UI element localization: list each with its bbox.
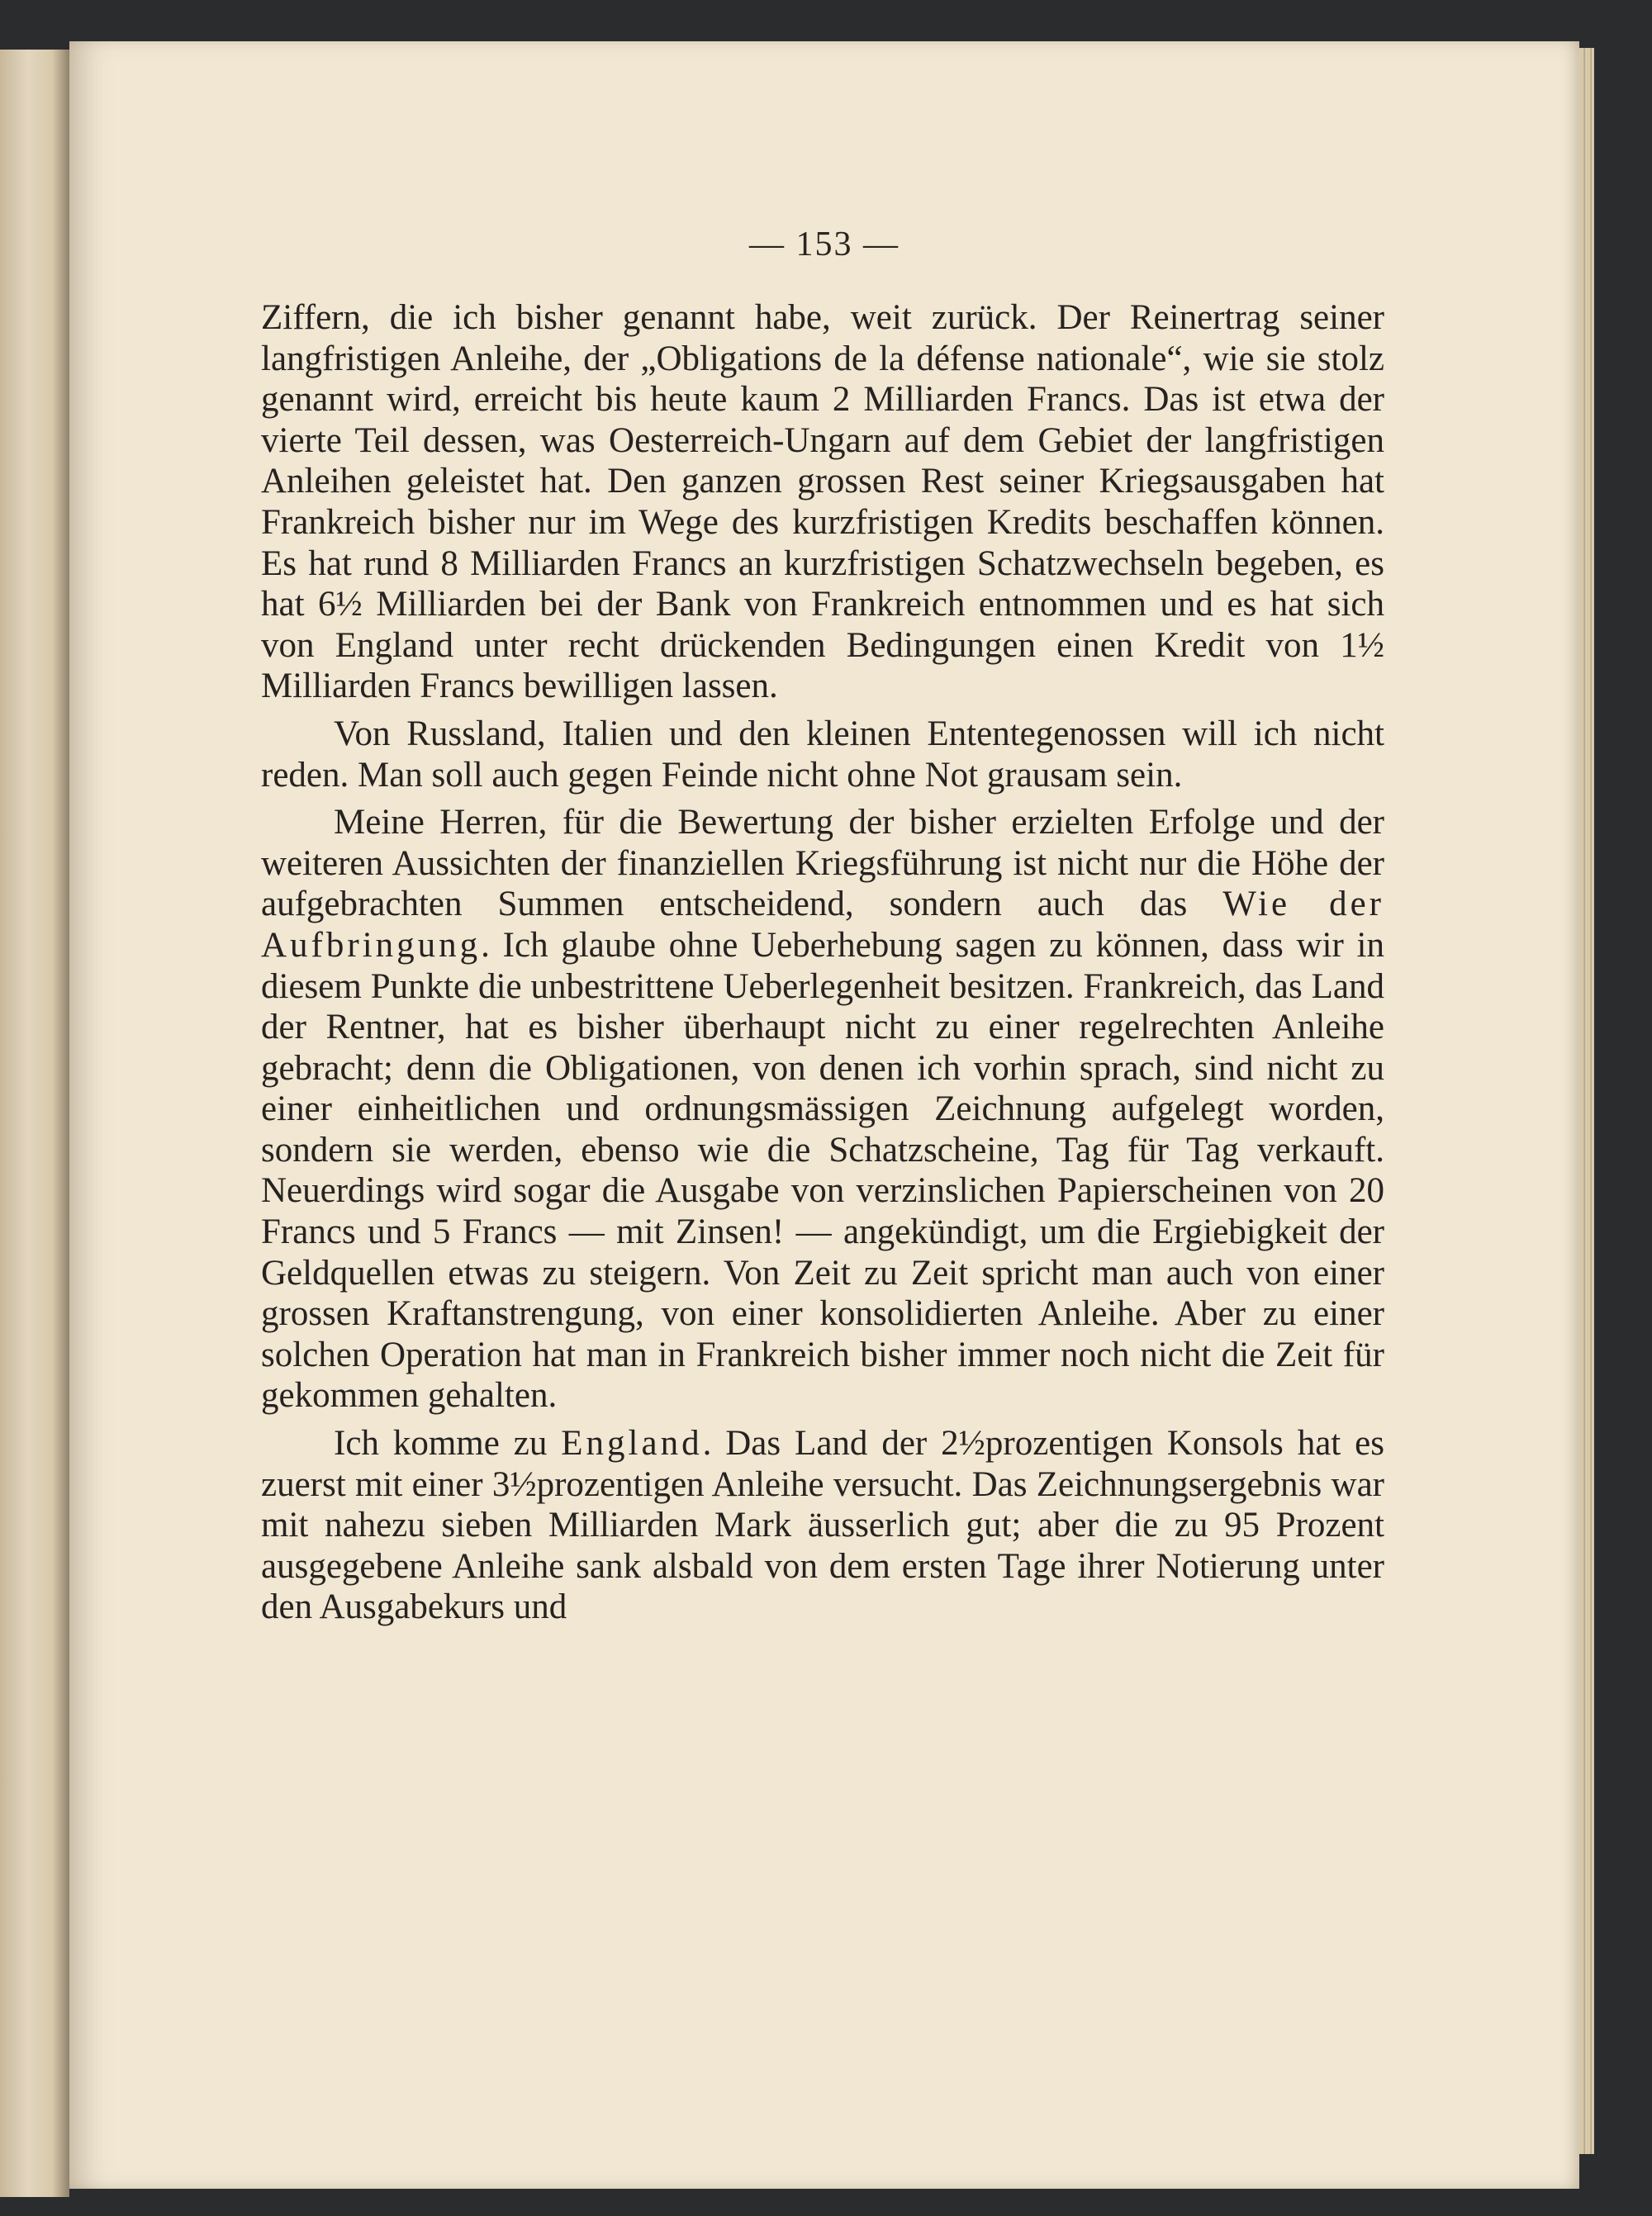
paragraph-1 <box>261 297 1384 707</box>
text-run: Meine Herren, für die Bewertung der bisher erzielten Erfolge und der weiteren Aussichten der finanziellen Kriegsführung ist nicht nur die Höhe der aufgebrachten Summen entscheidend, sondern auch das <box>261 803 1384 924</box>
page-number: — 153 — <box>749 225 900 263</box>
emphasized-text: England <box>561 1424 703 1464</box>
text-run: Von Russland, Italien und den kleinen Ententegenossen will ich nicht reden. Man soll auch gegen Feinde nicht ohne Not grausam sein. <box>261 714 1384 795</box>
facing-page-edge <box>0 50 69 2197</box>
body-text <box>261 297 1384 1628</box>
text-run: Ziffern, die ich bisher genannt habe, weit zurück. Der Reinertrag seiner langfristigen Anleihe, der „Obligations de la défense nationale“, wie sie stolz genannt wird, erreicht bis heute kaum 2 Milliarden Francs. Das ist etwa der vierte Teil dessen, was Oesterreich-Ungarn auf dem Gebiet der langfristigen Anleihen geleistet hat. Den ganzen grossen Rest seiner Kriegsausgaben hat Frankreich bisher nur im Wege des kurzfristigen Kredits beschaffen können. Es hat rund 8 Milliarden Francs an kurzfristigen Schatzwechseln begeben, es hat 6½ Milliarden bei der Bank von Frankreich entnommen und es hat sich von England unter recht drückenden Bedingungen einen Kredit von 1½ Milliarden Francs bewilligen lassen. <box>261 298 1384 706</box>
book-page <box>69 41 1579 2189</box>
paragraph-3 <box>261 802 1384 1416</box>
text-run: Ich komme zu <box>334 1424 562 1464</box>
text-run: . Ich glaube ohne Ueberhebung sagen zu können, dass wir in diesem Punkte die unbestrittene Ueberlegenheit besitzen. Frankreich, das Land der Rentner, hat es bisher überhaupt nicht zu einer regelrechten Anleihe gebracht; denn die Obligationen, von denen ich vorhin sprach, sind nicht zu einer einheitlichen und ordnungsmässigen Zeichnung aufgelegt worden, sondern sie werden, ebenso wie die Schatzscheine, Tag für Tag verkauft. Neuerdings wird sogar die Ausgabe von verzinslichen Papierscheinen von 20 Francs und 5 Francs — mit Zinsen! — angekündigt, um die Ergiebigkeit der Geldquellen etwas zu steigern. Von Zeit zu Zeit spricht man auch von einer grossen Kraftanstrengung, von einer konsolidierten Anleihe. Aber zu einer solchen Operation hat man in Frankreich bisher immer noch nicht die Zeit für gekommen gehalten. <box>261 925 1384 1416</box>
text-run: . Das Land der 2½prozentigen Konsols hat es zuerst mit einer 3½prozentigen Anleihe versucht. Das Zeichnungsergebnis war mit nahezu sieben Milliarden Mark äusserlich gut; aber die zu 95 Prozent ausgegebene Anleihe sank alsbald von dem ersten Tage ihrer Notierung unter den Ausgabekurs und <box>261 1424 1384 1627</box>
paragraph-2 <box>261 714 1384 795</box>
emphasized-text: Wie der Aufbringung <box>261 885 1384 965</box>
paragraph-4 <box>261 1423 1384 1628</box>
